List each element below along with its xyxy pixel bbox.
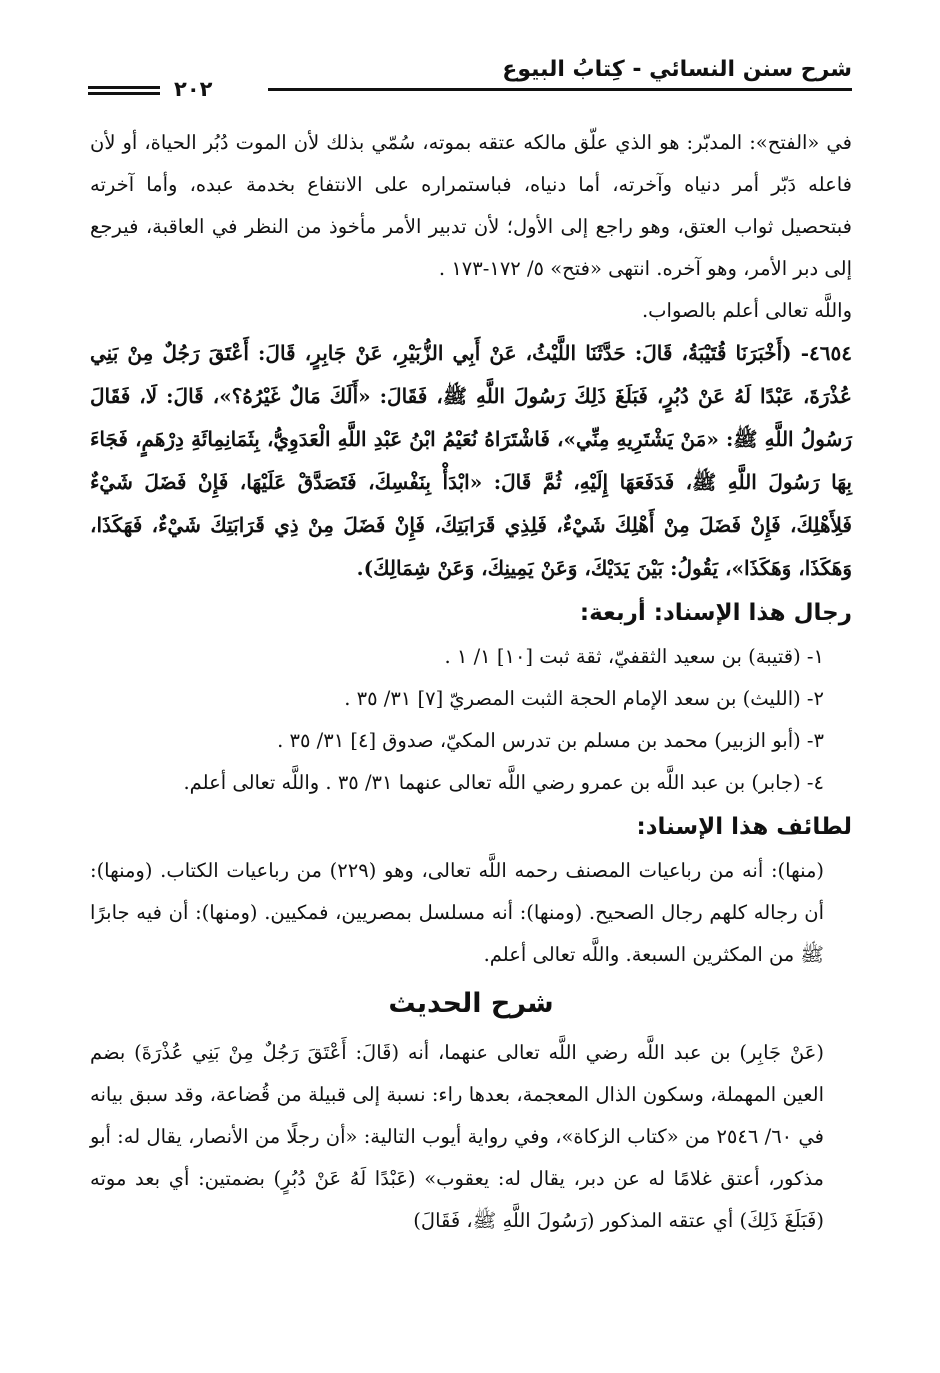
running-title: شرح سنن النسائي - كِتابُ البيوع bbox=[502, 57, 852, 82]
page-number: ٢٠٢ bbox=[174, 77, 213, 101]
intro-closing: واللَّه تعالى أعلم بالصواب. bbox=[641, 299, 852, 322]
narrators-list bbox=[90, 636, 852, 804]
commentary-text: (عَنْ جَابِر) بن عبد اللَّه رضي اللَّه تعالى عنهما، أنه (قَالَ: أَعْتَقَ رَجُلٌ مِنْ بَنِي عُذْرَةَ) بضم العين المهملة، وسكون الذال المعجمة، بعدها راء: نسبة إلى قبيلة من قُضاعة، وقد سبق بيانه في ٦٠/ ٢٥٤٦ من «كتاب الزكاة»، وفي رواية أيوب التالية: «أن رجلًا من الأنصار، يقال له: أبو مذكور، أعتق غلامًا له عن دبر، يقال له: يعقوب» (عَبْدًا لَهُ عَنْ دُبُرٍ) بضمتين: أي بعد موته (فَبَلَغَ ذَلِكَ) أي عتقه المذكور (رَسُولَ اللَّهِ ﷺ، فَقَالَ) bbox=[90, 1041, 824, 1232]
header-rule-double-bottom bbox=[88, 92, 160, 95]
subtleties-text: (منها): أنه من رباعيات المصنف رحمه اللَّه تعالى، وهو (٢٢٩) من رباعيات الكتاب. (ومنها): أن رجاله كلهم رجال الصحيح. (ومنها): أنه مسلسل بمصريين، فمكيين. (ومنها): أن فيه جابرًا ﷺ من المكثرين السبعة. واللَّه تعالى أعلم. bbox=[90, 859, 825, 966]
narrator-item: ١- (قتيبة) بن سعيد الثقفيّ، ثقة ثبت [١٠] ١/ ١ . bbox=[444, 645, 824, 668]
page-header bbox=[88, 50, 852, 102]
intro-paragraph: في «الفتح»: المدبّر: هو الذي علّق مالكه عتقه بموته، سُمّي بذلك لأن الموت دُبُر الحياة، أو لأن فاعله دَبّر أمر دنياه وآخرته، أما دنياه، فباستمراره على الانتفاع بخدمة عبده، وأما آخرته فبتحصيل ثواب العتق، وهو راجع إلى الأول؛ لأن تدبير الأمر مأخوذ من النظر في العاقبة، فيرجع إلى دبر الأمر، وهو آخره. انتهى «فتح» ٥/ ١٧٢-١٧٣ . bbox=[90, 131, 852, 280]
narrator-item: ٣- (أبو الزبير) محمد بن مسلم بن تدرس المكيّ، صدوق [٤] ٣١/ ٣٥ . bbox=[277, 729, 824, 752]
narrator-item: ٤- (جابر) بن عبد اللَّه بن عمرو رضي اللَّه تعالى عنهما ٣١/ ٣٥ . واللَّه تعالى أعلم. bbox=[183, 771, 824, 794]
header-rule bbox=[268, 88, 852, 91]
header-rule-double-top bbox=[88, 86, 160, 89]
narrators-heading: رجال هذا الإسناد: أربعة: bbox=[579, 600, 852, 626]
subtleties-heading: لطائف هذا الإسناد: bbox=[636, 814, 852, 840]
commentary-heading: شرح الحديث bbox=[388, 988, 554, 1019]
hadith-text: ٤٦٥٤- (أَخْبَرَنَا قُتَيْبَةُ، قَالَ: حَدَّثَنَا اللَّيْثُ، عَنْ أَبِي الزُّبَيْرِ، عَنْ جَابِرٍ، قَالَ: أَعْتَقَ رَجُلٌ مِنْ بَنِي عُذْرَةَ، عَبْدًا لَهُ عَنْ دُبُرٍ، فَبَلَغَ ذَلِكَ رَسُولَ اللَّهِ ﷺ، فَقَالَ: «أَلَكَ مَالٌ غَيْرُهُ؟»، قَالَ: لَا، فَقَالَ رَسُولُ اللَّهِ ﷺ: «مَنْ يَشْتَرِيهِ مِنِّي»، فَاشْتَرَاهُ نُعَيْمُ ابْنُ عَبْدِ اللَّهِ الْعَدَوِيُّ، بِثَمَانِمِائَةِ دِرْهَمٍ، فَجَاءَ بِهَا رَسُولَ اللَّهِ ﷺ، فَدَفَعَهَا إِلَيْهِ، ثُمَّ قَالَ: «ابْدَأْ بِنَفْسِكَ، فَتَصَدَّقْ عَلَيْهَا، فَإِنْ فَضَلَ شَيْءٌ فَلِأَهْلِكَ، فَإِنْ فَضَلَ مِنْ أَهْلِكَ شَيْءٌ، فَلِذِي قَرَابَتِكَ، فَإِنْ فَضَلَ مِنْ ذِي قَرَابَتِكَ شَيْءٌ، فَهَكَذَا، وَهَكَذَا، وَهَكَذَا»، يَقُولُ: بَيْنَ يَدَيْكَ، وَعَنْ يَمِينِكَ، وَعَنْ شِمَالِكَ). bbox=[90, 341, 852, 580]
narrator-item: ٢- (الليث) بن سعد الإمام الحجة الثبت المصريّ [٧] ٣١/ ٣٥ . bbox=[344, 687, 824, 710]
page-body bbox=[90, 122, 852, 1242]
